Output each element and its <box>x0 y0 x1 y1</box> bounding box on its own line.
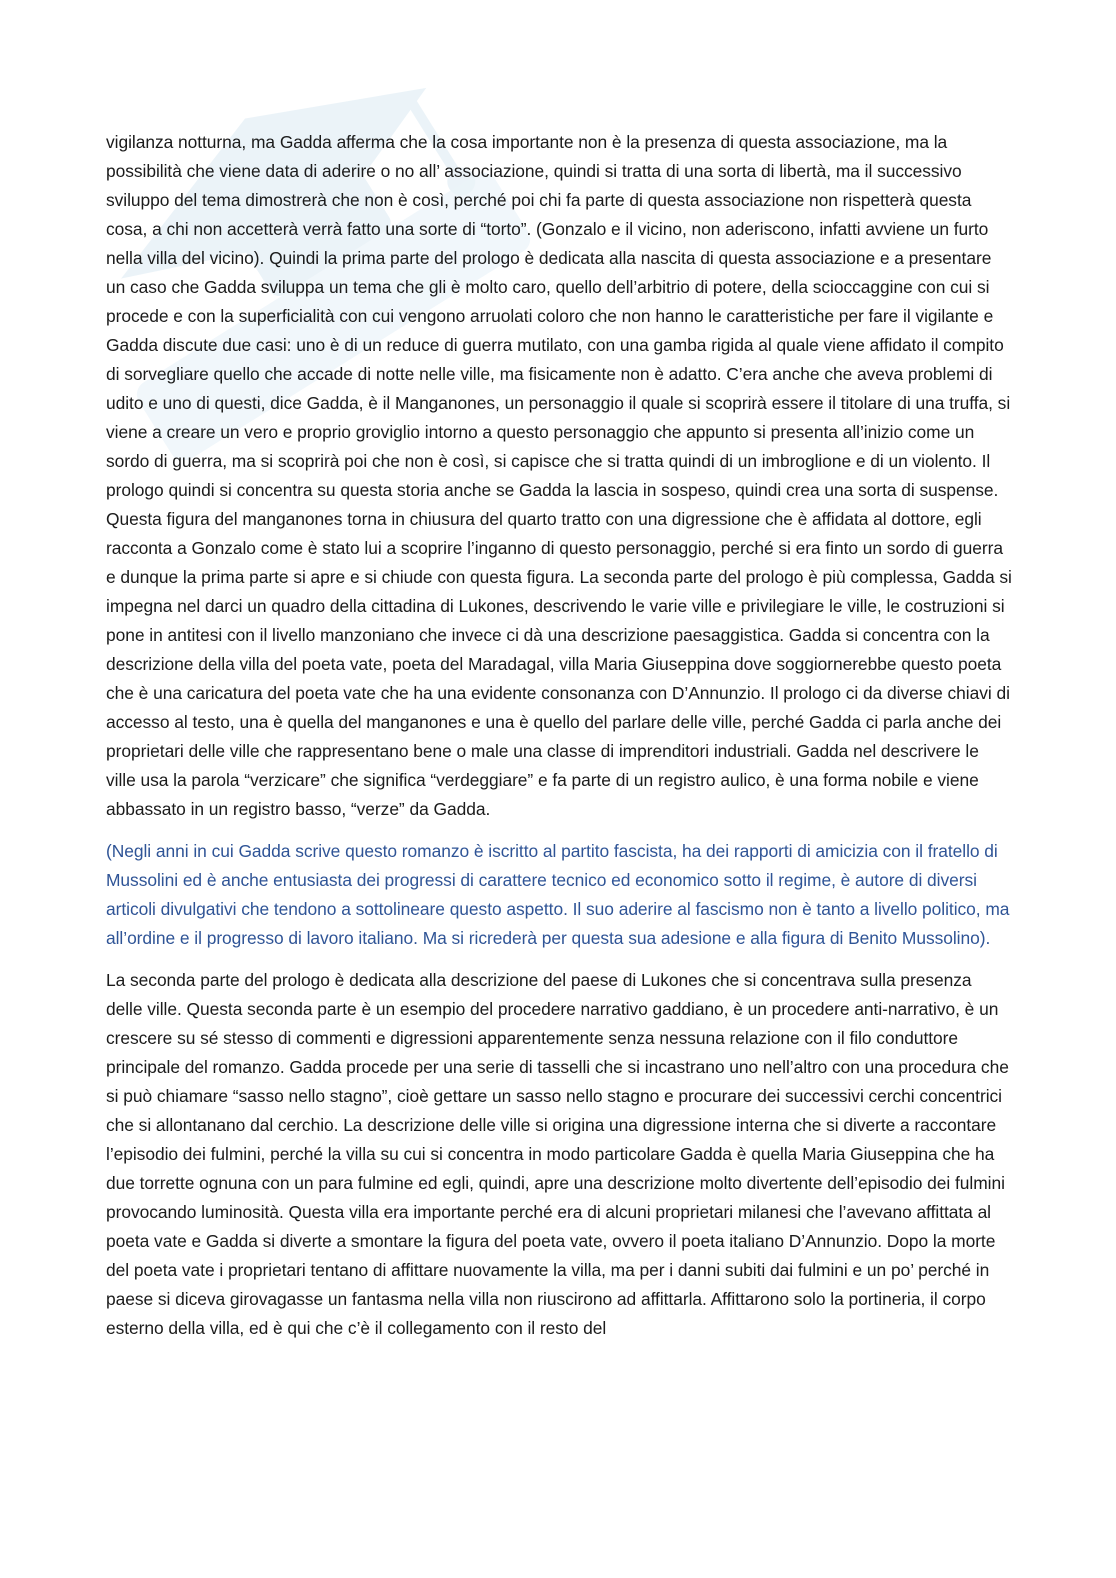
document-body <box>106 128 1012 1343</box>
note-paragraph: (Negli anni in cui Gadda scrive questo romanzo è iscritto al partito fascista, ha dei rapporti di amicizia con il fratello di Mussolini ed è anche entusiasta dei progressi di carattere tecnico ed economico sotto il regime, è autore di diversi articoli divulgativi che tendono a sottolineare questo aspetto. Il suo aderire al fascismo non è tanto a livello politico, ma all’ordine e il progresso di lavoro italiano. Ma si ricrederà per questa sua adesione e alla figura di Benito Mussolino). <box>106 841 1010 948</box>
body-paragraph-1: vigilanza notturna, ma Gadda afferma che la cosa importante non è la presenza di questa associazione, ma la possibilità che viene data di aderire o no all’ associazione, quindi si tratta di una sorta di libertà, ma il successivo sviluppo del tema dimostrerà che non è così, perché poi chi fa parte di questa associazione non rispetterà questa cosa, a chi non accetterà verrà fatto una sorte di “torto”. (Gonzalo e il vicino, non aderiscono, infatti avviene un furto nella villa del vicino). Quindi la prima parte del prologo è dedicata alla nascita di questa associazione e a presentare un caso che Gadda sviluppa un tema che gli è molto caro, quello dell’arbitrio di potere, della scioccaggine con cui si procede e con la superficialità con cui vengono arruolati coloro che non hanno le caratteristiche per fare il vigilante e Gadda discute due casi: uno è di un reduce di guerra mutilato, con una gamba rigida al quale viene affidato il compito di sorvegliare quello che accade di notte nelle ville, ma fisicamente non è adatto. C’era anche che aveva problemi di udito e uno di questi, dice Gadda, è il Manganones, un personaggio il quale si scoprirà essere il titolare di una truffa, si viene a creare un vero e proprio groviglio intorno a questo personaggio che appunto si presenta all’inizio come un sordo di guerra, ma si scoprirà poi che non è così, si capisce che si tratta quindi di un imbroglione e di un violento. Il prologo quindi si concentra su questa storia anche se Gadda la lascia in sospeso, quindi crea una sorta di suspense. Questa figura del manganones torna in chiusura del quarto tratto con una digressione che è affidata al dottore, egli racconta a Gonzalo come è stato lui a scoprire l’inganno di questo personaggio, perché si era finto un sordo di guerra e dunque la prima parte si apre e si chiude con questa figura. La seconda parte del prologo è più complessa, Gadda si impegna nel darci un quadro della cittadina di Lukones, descrivendo le varie ville e privilegiare le ville, le costruzioni si pone in antitesi con il livello manzoniano che invece ci dà una descrizione paesaggistica. Gadda si concentra con la descrizione della villa del poeta vate, poeta del Maradagal, villa Maria Giuseppina dove soggiornerebbe questo poeta che è una caricatura del poeta vate che ha una evidente consonanza con D’Annunzio. Il prologo ci da diverse chiavi di accesso al testo, una è quella del manganones e una è quello del parlare delle ville, perché Gadda ci parla anche dei proprietari delle ville che rappresentano bene o male una classe di imprenditori industriali. Gadda nel descrivere le ville usa la parola “verzicare” che significa “verdeggiare” e fa parte di un registro aulico, è una forma nobile e viene abbassato in un registro basso, “verze” da Gadda. <box>106 132 1012 819</box>
body-paragraph-2: La seconda parte del prologo è dedicata alla descrizione del paese di Lukones che si concentrava sulla presenza delle ville. Questa seconda parte è un esempio del procedere narrativo gaddiano, è un procedere anti-narrativo, è un crescere su sé stesso di commenti e digressioni apparentemente senza nessuna relazione con il filo conduttore principale del romanzo. Gadda procede per una serie di tasselli che si incastrano uno nell’altro con una procedura che si può chiamare “sasso nello stagno”, cioè gettare un sasso nello stagno e procurare dei successivi cerchi concentrici che si allontanano dal cerchio. La descrizione delle ville si origina una digressione interna che si diverte a raccontare l’episodio dei fulmini, perché la villa su cui si concentra in modo particolare Gadda è quella Maria Giuseppina che ha due torrette ognuna con un para fulmine ed egli, quindi, apre una descrizione molto divertente dell’episodio dei fulmini provocando luminosità. Questa villa era importante perché era di alcuni proprietari milanesi che l’avevano affittata al poeta vate e Gadda si diverte a smontare la figura del poeta vate, ovvero il poeta italiano D’Annunzio. Dopo la morte del poeta vate i proprietari tentano di affittare nuovamente la villa, ma per i danni subiti dai fulmini e un po’ perché in paese si diceva girovagasse un fantasma nella villa non riuscirono ad affittarla. Affittarono solo la portineria, il corpo esterno della villa, ed è qui che c’è il collegamento con il resto del <box>106 970 1009 1338</box>
